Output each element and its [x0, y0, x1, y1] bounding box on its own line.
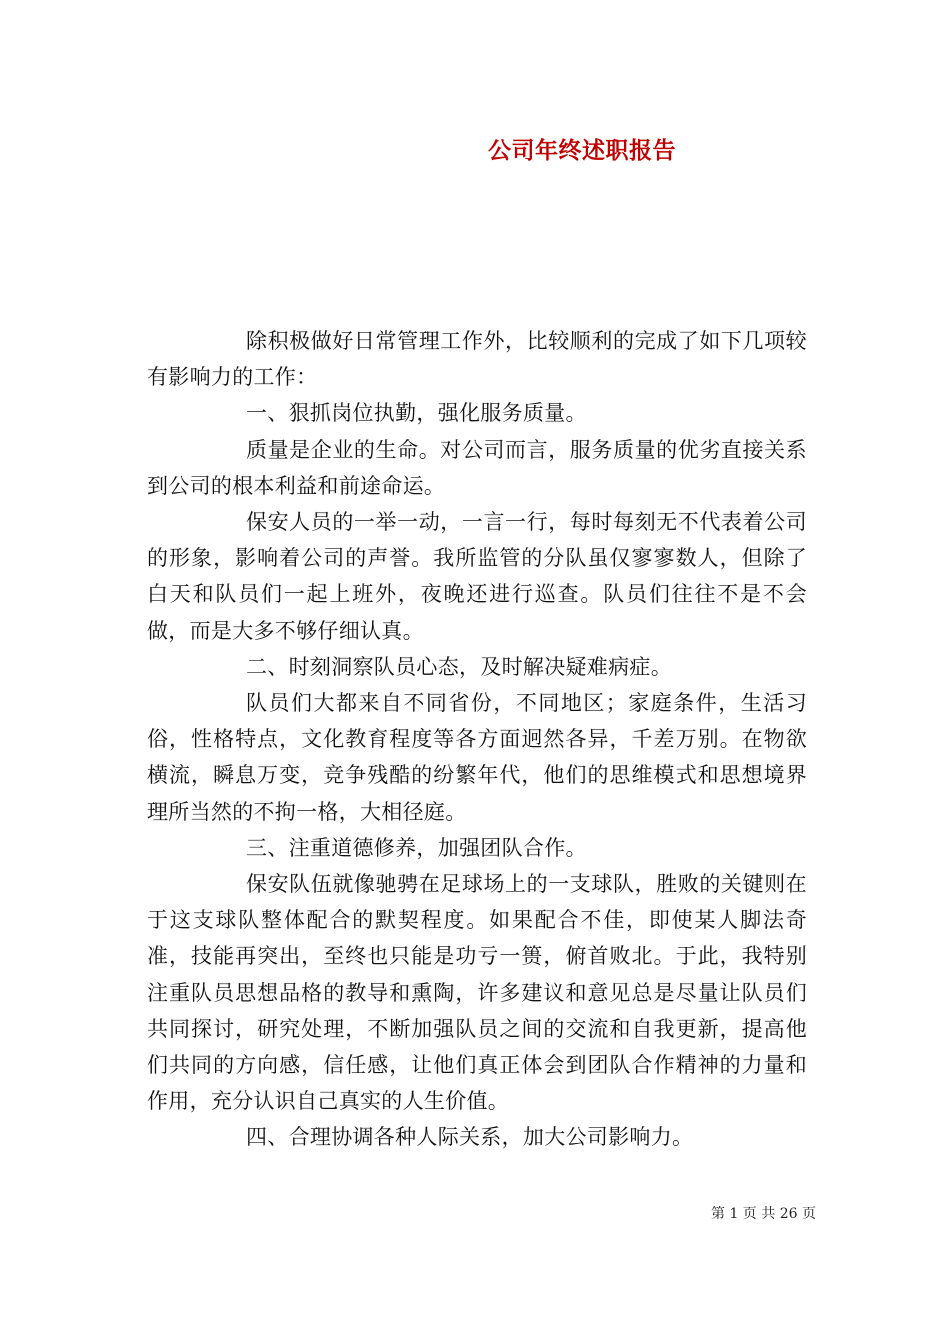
- paragraph-security-staff: 保安人员的一举一动，一言一行，每时每刻无不代表着公司的形象，影响着公司的声誉。我所监管的分队虽仅寥寥数人，但除了白天和队员们一起上班外，夜晚还进行巡查。队员们往往不是不会做，而是大多不够仔细认真。: [147, 510, 807, 643]
- paragraph-teamwork: 保安队伍就像驰骋在足球场上的一支球队，胜败的关键则在于这支球队整体配合的默契程度。如果配合不佳，即使某人脚法奇准，技能再突出，至终也只能是功亏一篑，俯首败北。于此，我特别注重队员思想品格的教导和熏陶，许多建议和意见总是尽量让队员们共同探讨，研究处理，不断加强队员之间的交流和自我更新，提高他们共同的方向感，信任感，让他们真正体会到团队合作精神的力量和作用，充分认识自己真实的人生价值。: [147, 872, 807, 1114]
- document-title: 公司年终述职报告: [488, 137, 676, 164]
- paragraph-intro: 除积极做好日常管理工作外，比较顺利的完成了如下几项较有影响力的工作：: [147, 329, 807, 390]
- section-heading-4: 四、合理协调各种人际关系，加大公司影响力。: [246, 1125, 694, 1150]
- section-heading-1: 一、狠抓岗位执勤，强化服务质量。: [246, 401, 587, 426]
- paragraph-team-members: 队员们大都来自不同省份，不同地区；家庭条件，生活习俗，性格特点，文化教育程度等各方面迥然各异，千差万别。在物欲横流，瞬息万变，竞争残酷的纷繁年代，他们的思维模式和思想境界理所当然的不拘一格，大相径庭。: [147, 691, 807, 824]
- page-number: 第 1 页 共 26 页: [711, 1206, 816, 1222]
- document-body: [147, 323, 807, 1156]
- section-heading-2: 二、时刻洞察队员心态，及时解决疑难病症。: [246, 654, 672, 679]
- section-heading-3: 三、注重道德修养，加强团队合作。: [246, 835, 587, 860]
- paragraph-quality: 质量是企业的生命。对公司而言，服务质量的优劣直接关系到公司的根本利益和前途命运。: [147, 437, 807, 498]
